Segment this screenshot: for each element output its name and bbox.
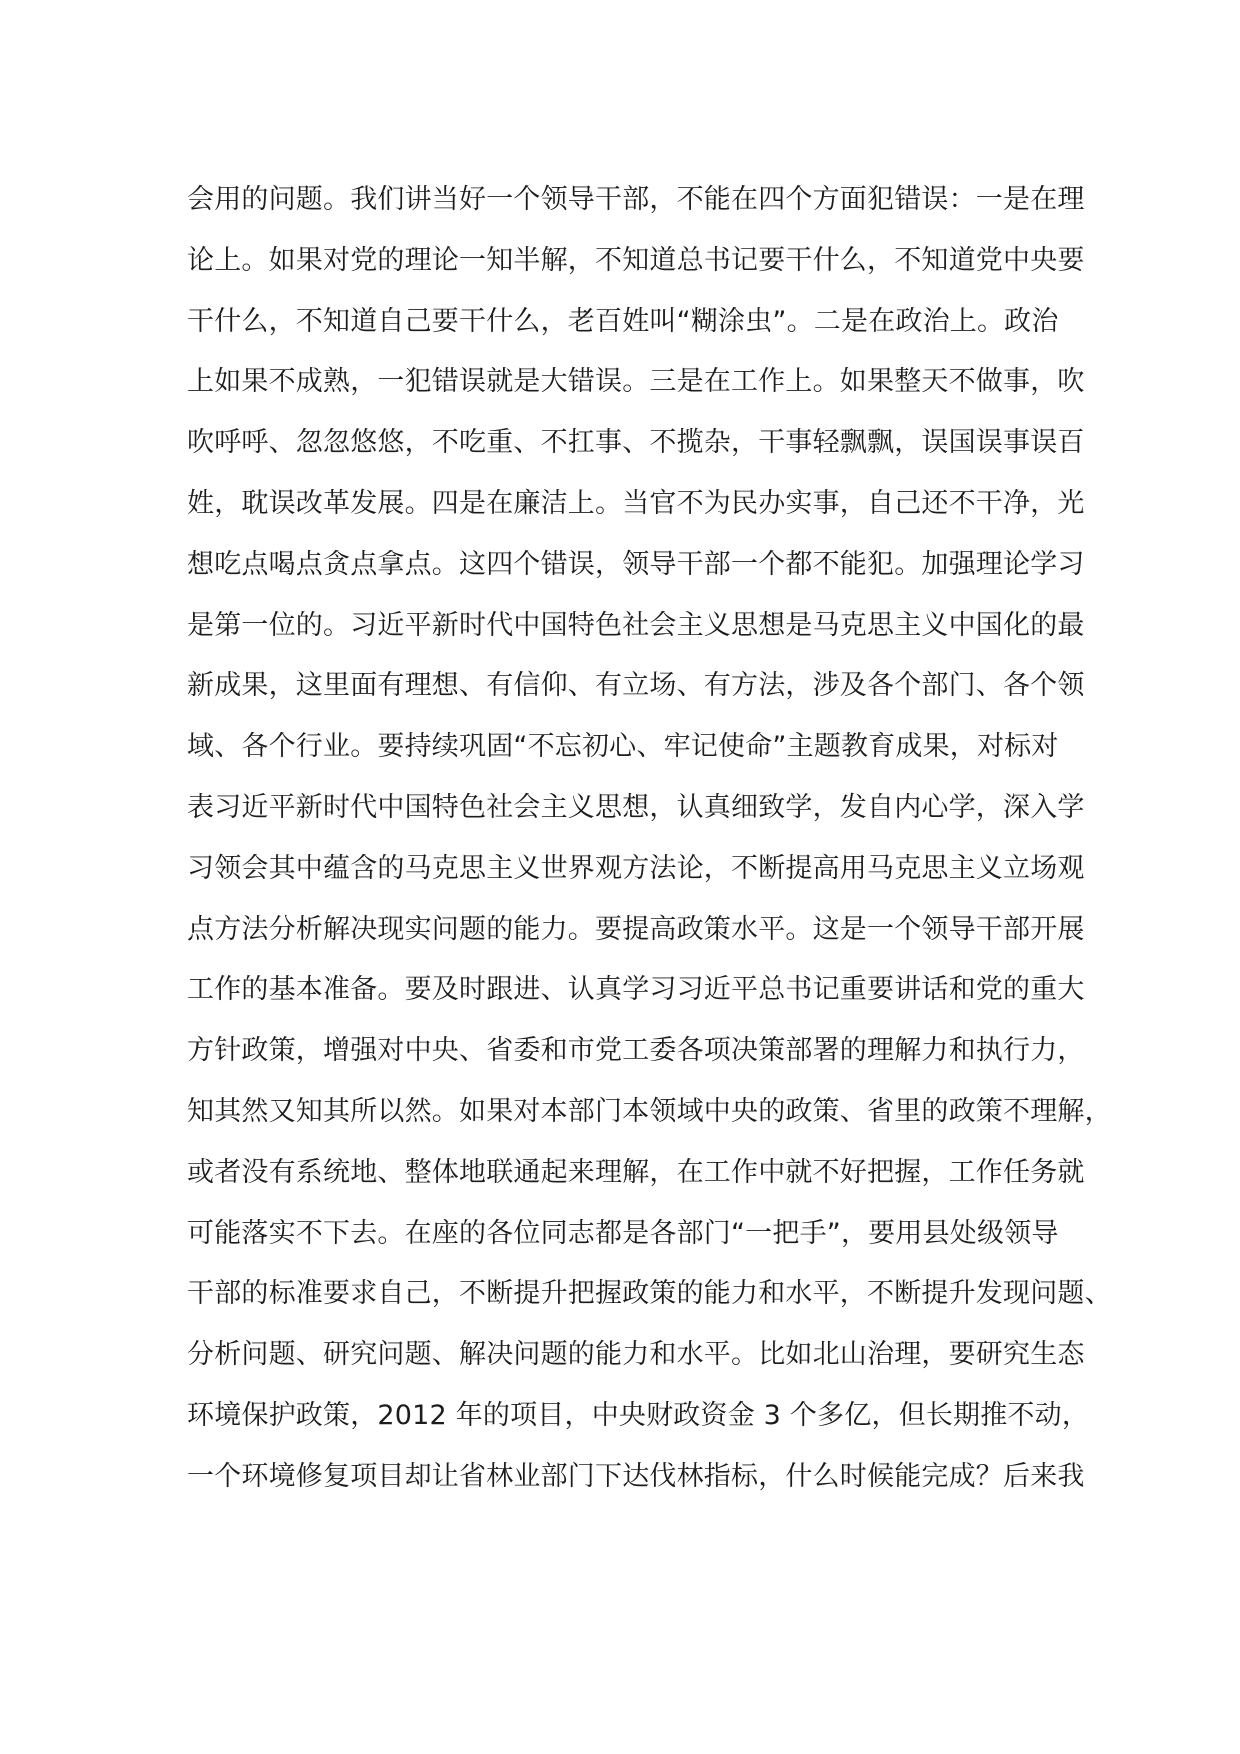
text-line: 上如果不成熟，一犯错误就是大错误。三是在工作上。如果整天不做事，吹 <box>187 366 1085 398</box>
text-line: 表习近平新时代中国特色社会主义思想，认真细致学，发自内心学，深入学 <box>187 791 1085 823</box>
text-line: 干部的标准要求自己，不断提升把握政策的能力和水平，不断提升发现问题、 <box>187 1278 1112 1310</box>
text-line: 知其然又知其所以然。如果对本部门本领域中央的政策、省里的政策不理解， <box>187 1095 1112 1127</box>
text-line: 工作的基本准备。要及时跟进、认真学习习近平总书记重要讲话和党的重大 <box>187 974 1085 1006</box>
text-line: 点方法分析解决现实问题的能力。要提高政策水平。这是一个领导干部开展 <box>187 913 1085 945</box>
text-line: 可能落实不下去。在座的各位同志都是各部门“一把手”，要用县处级领导 <box>187 1217 1059 1249</box>
text-line: 环境保护政策，2012 年的项目，中央财政资金 3 个多亿，但长期推不动， <box>187 1399 1090 1431</box>
body-text <box>187 175 1112 1513</box>
text-line: 域、各个行业。要持续巩固“不忘初心、牢记使命”主题教育成果，对标对 <box>187 731 1059 763</box>
text-line: 干什么，不知道自己要干什么，老百姓叫“糊涂虫”。二是在政治上。政治 <box>187 305 1059 337</box>
text-line: 新成果，这里面有理想、有信仰、有立场、有方法，涉及各个部门、各个领 <box>187 670 1085 702</box>
text-line: 或者没有系统地、整体地联通起来理解，在工作中就不好把握，工作任务就 <box>187 1156 1085 1188</box>
text-line: 分析问题、研究问题、解决问题的能力和水平。比如北山治理，要研究生态 <box>187 1339 1085 1371</box>
text-line: 吹呼呼、忽忽悠悠，不吃重、不扛事、不揽杂，干事轻飘飘，误国误事误百 <box>187 427 1085 459</box>
text-line: 是第一位的。习近平新时代中国特色社会主义思想是马克思主义中国化的最 <box>187 609 1085 641</box>
text-line: 习领会其中蕴含的马克思主义世界观方法论，不断提高用马克思主义立场观 <box>187 852 1085 884</box>
text-line: 想吃点喝点贪点拿点。这四个错误，领导干部一个都不能犯。加强理论学习 <box>187 548 1085 580</box>
text-line: 姓，耽误改革发展。四是在廉洁上。当官不为民办实事，自己还不干净，光 <box>187 487 1085 519</box>
text-line: 一个环境修复项目却让省林业部门下达伐林指标，什么时候能完成？后来我 <box>187 1460 1085 1492</box>
text-line: 方针政策，增强对中央、省委和市党工委各项决策部署的理解力和执行力， <box>187 1035 1085 1067</box>
text-line: 会用的问题。我们讲当好一个领导干部，不能在四个方面犯错误：一是在理 <box>187 184 1085 215</box>
text-line: 论上。如果对党的理论一知半解，不知道总书记要干什么，不知道党中央要 <box>187 244 1085 276</box>
